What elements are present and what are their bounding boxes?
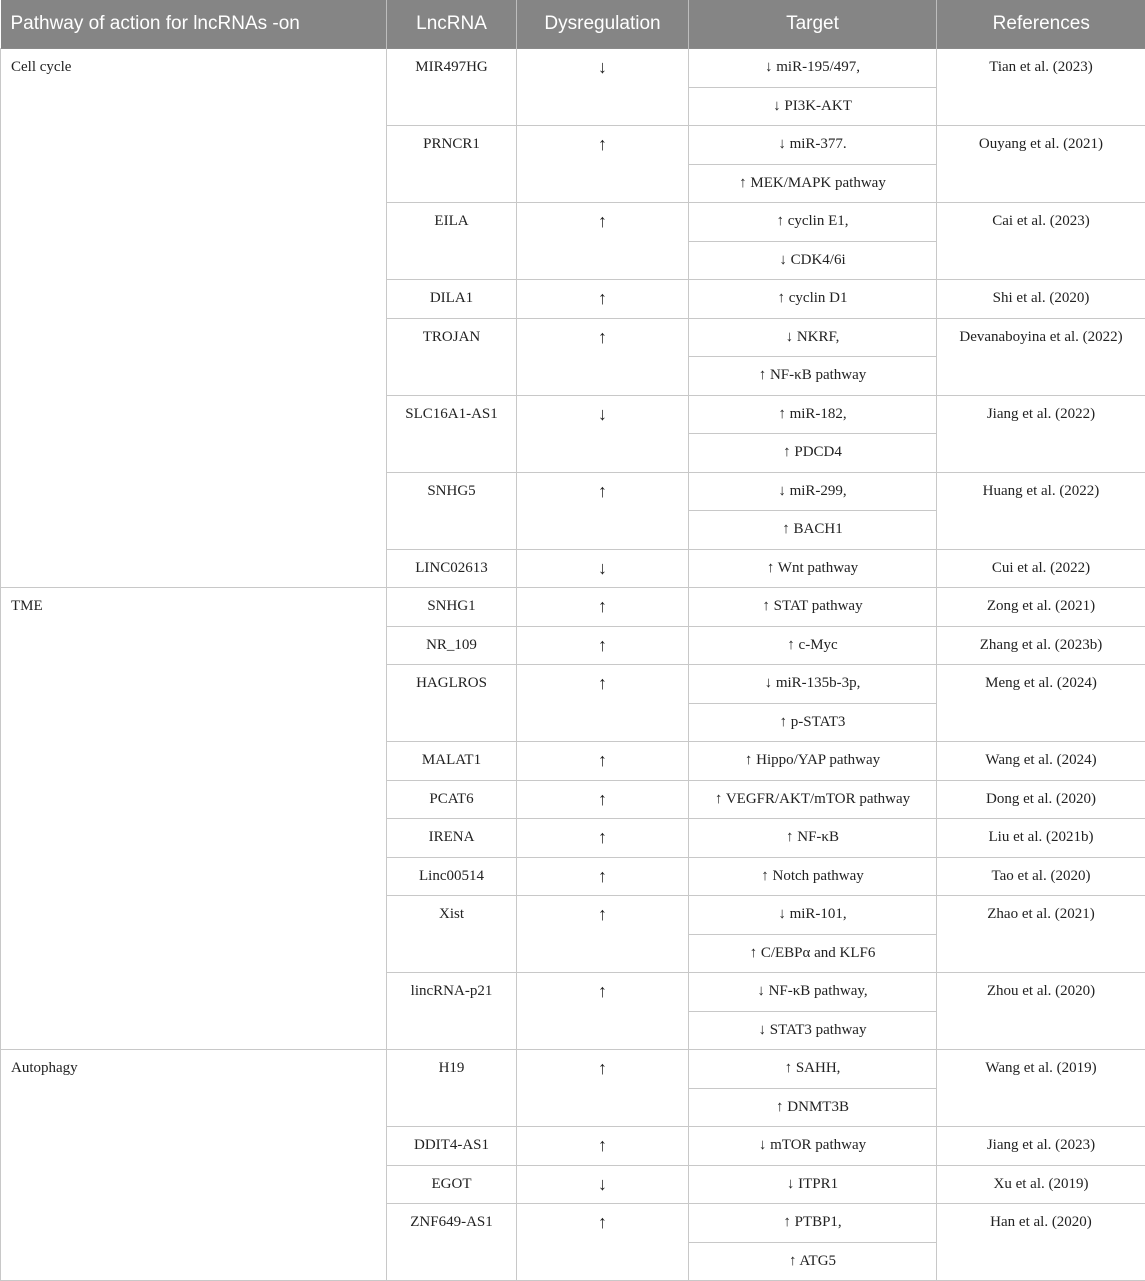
dysregulation-cell: ↑ <box>517 1204 689 1281</box>
lncrna-cell: Xist <box>387 896 517 973</box>
reference-cell: Wang et al. (2019) <box>937 1050 1145 1127</box>
reference-cell: Han et al. (2020) <box>937 1204 1145 1281</box>
target-cell: ↑ STAT pathway <box>689 588 937 627</box>
target-cell: ↑ Hippo/YAP pathway <box>689 742 937 781</box>
lncrna-cell: TROJAN <box>387 318 517 395</box>
lncrna-cell: SLC16A1-AS1 <box>387 395 517 472</box>
lncrna-cell: LINC02613 <box>387 549 517 588</box>
target-cell: ↑ PDCD4 <box>689 434 937 473</box>
target-cell: ↓ CDK4/6i <box>689 241 937 280</box>
dysregulation-cell: ↑ <box>517 203 689 280</box>
lncrna-cell: DDIT4-AS1 <box>387 1127 517 1166</box>
lncrna-cell: SNHG1 <box>387 588 517 627</box>
target-cell: ↓ PI3K-AKT <box>689 87 937 126</box>
target-cell: ↑ C/EBPα and KLF6 <box>689 934 937 973</box>
lncrna-cell: PCAT6 <box>387 780 517 819</box>
lncrna-cell: ZNF649-AS1 <box>387 1204 517 1281</box>
dysregulation-cell: ↑ <box>517 126 689 203</box>
header-references: References <box>937 0 1145 49</box>
table-header <box>1 0 1145 49</box>
reference-cell: Ouyang et al. (2021) <box>937 126 1145 203</box>
header-pathway: Pathway of action for lncRNAs -on <box>1 0 387 49</box>
dysregulation-cell: ↑ <box>517 588 689 627</box>
header-target: Target <box>689 0 937 49</box>
pathway-cell: TME <box>1 588 387 1050</box>
target-cell: ↓ miR-299, <box>689 472 937 511</box>
dysregulation-cell: ↑ <box>517 896 689 973</box>
dysregulation-cell: ↓ <box>517 49 689 126</box>
target-cell: ↑ NF-κB <box>689 819 937 858</box>
target-cell: ↑ cyclin E1, <box>689 203 937 242</box>
target-cell: ↑ cyclin D1 <box>689 280 937 319</box>
dysregulation-cell: ↑ <box>517 742 689 781</box>
header-dysregulation: Dysregulation <box>517 0 689 49</box>
dysregulation-cell: ↑ <box>517 626 689 665</box>
lncrna-cell: SNHG5 <box>387 472 517 549</box>
dysregulation-cell: ↑ <box>517 1050 689 1127</box>
target-cell: ↓ STAT3 pathway <box>689 1011 937 1050</box>
target-cell: ↓ NKRF, <box>689 318 937 357</box>
dysregulation-cell: ↑ <box>517 1127 689 1166</box>
target-cell: ↓ ITPR1 <box>689 1165 937 1204</box>
lncrna-cell: HAGLROS <box>387 665 517 742</box>
lncrna-cell: lincRNA-p21 <box>387 973 517 1050</box>
target-cell: ↑ ATG5 <box>689 1242 937 1281</box>
header-row <box>1 0 1145 49</box>
target-cell: ↓ miR-377. <box>689 126 937 165</box>
dysregulation-cell: ↑ <box>517 819 689 858</box>
target-cell: ↑ BACH1 <box>689 511 937 550</box>
lncrna-cell: EGOT <box>387 1165 517 1204</box>
target-cell: ↑ VEGFR/AKT/mTOR pathway <box>689 780 937 819</box>
dysregulation-cell: ↓ <box>517 395 689 472</box>
lncrna-cell: EILA <box>387 203 517 280</box>
target-cell: ↑ Notch pathway <box>689 857 937 896</box>
lncrna-cell: IRENA <box>387 819 517 858</box>
target-cell: ↑ SAHH, <box>689 1050 937 1089</box>
reference-cell: Huang et al. (2022) <box>937 472 1145 549</box>
reference-cell: Zong et al. (2021) <box>937 588 1145 627</box>
lncrna-cell: MIR497HG <box>387 49 517 126</box>
dysregulation-cell: ↑ <box>517 973 689 1050</box>
target-cell: ↓ miR-135b-3p, <box>689 665 937 704</box>
reference-cell: Jiang et al. (2023) <box>937 1127 1145 1166</box>
reference-cell: Cai et al. (2023) <box>937 203 1145 280</box>
reference-cell: Xu et al. (2019) <box>937 1165 1145 1204</box>
target-cell: ↓ mTOR pathway <box>689 1127 937 1166</box>
lncrna-cell: DILA1 <box>387 280 517 319</box>
reference-cell: Jiang et al. (2022) <box>937 395 1145 472</box>
reference-cell: Zhang et al. (2023b) <box>937 626 1145 665</box>
lncrna-cell: Linc00514 <box>387 857 517 896</box>
dysregulation-cell: ↑ <box>517 857 689 896</box>
dysregulation-cell: ↓ <box>517 1165 689 1204</box>
reference-cell: Shi et al. (2020) <box>937 280 1145 319</box>
table-body <box>1 49 1145 1281</box>
header-lncrna: LncRNA <box>387 0 517 49</box>
target-cell: ↑ MEK/MAPK pathway <box>689 164 937 203</box>
lncrna-cell: PRNCR1 <box>387 126 517 203</box>
target-cell: ↑ DNMT3B <box>689 1088 937 1127</box>
reference-cell: Tian et al. (2023) <box>937 49 1145 126</box>
dysregulation-cell: ↑ <box>517 472 689 549</box>
table-row <box>1 1050 1145 1089</box>
reference-cell: Liu et al. (2021b) <box>937 819 1145 858</box>
target-cell: ↑ miR-182, <box>689 395 937 434</box>
pathway-cell: Cell cycle <box>1 49 387 588</box>
lncrna-cell: H19 <box>387 1050 517 1127</box>
target-cell: ↑ NF-κB pathway <box>689 357 937 396</box>
pathway-cell: Autophagy <box>1 1050 387 1281</box>
table-row <box>1 588 1145 627</box>
target-cell: ↑ Wnt pathway <box>689 549 937 588</box>
reference-cell: Dong et al. (2020) <box>937 780 1145 819</box>
table-row <box>1 49 1145 88</box>
dysregulation-cell: ↑ <box>517 280 689 319</box>
target-cell: ↓ NF-κB pathway, <box>689 973 937 1012</box>
dysregulation-cell: ↓ <box>517 549 689 588</box>
reference-cell: Tao et al. (2020) <box>937 857 1145 896</box>
reference-cell: Zhao et al. (2021) <box>937 896 1145 973</box>
reference-cell: Wang et al. (2024) <box>937 742 1145 781</box>
reference-cell: Zhou et al. (2020) <box>937 973 1145 1050</box>
reference-cell: Devanaboyina et al. (2022) <box>937 318 1145 395</box>
dysregulation-cell: ↑ <box>517 780 689 819</box>
target-cell: ↑ c-Myc <box>689 626 937 665</box>
reference-cell: Meng et al. (2024) <box>937 665 1145 742</box>
target-cell: ↑ PTBP1, <box>689 1204 937 1243</box>
lncrna-cell: NR_109 <box>387 626 517 665</box>
lncrna-cell: MALAT1 <box>387 742 517 781</box>
dysregulation-cell: ↑ <box>517 318 689 395</box>
dysregulation-cell: ↑ <box>517 665 689 742</box>
target-cell: ↑ p-STAT3 <box>689 703 937 742</box>
reference-cell: Cui et al. (2022) <box>937 549 1145 588</box>
target-cell: ↓ miR-195/497, <box>689 49 937 88</box>
target-cell: ↓ miR-101, <box>689 896 937 935</box>
